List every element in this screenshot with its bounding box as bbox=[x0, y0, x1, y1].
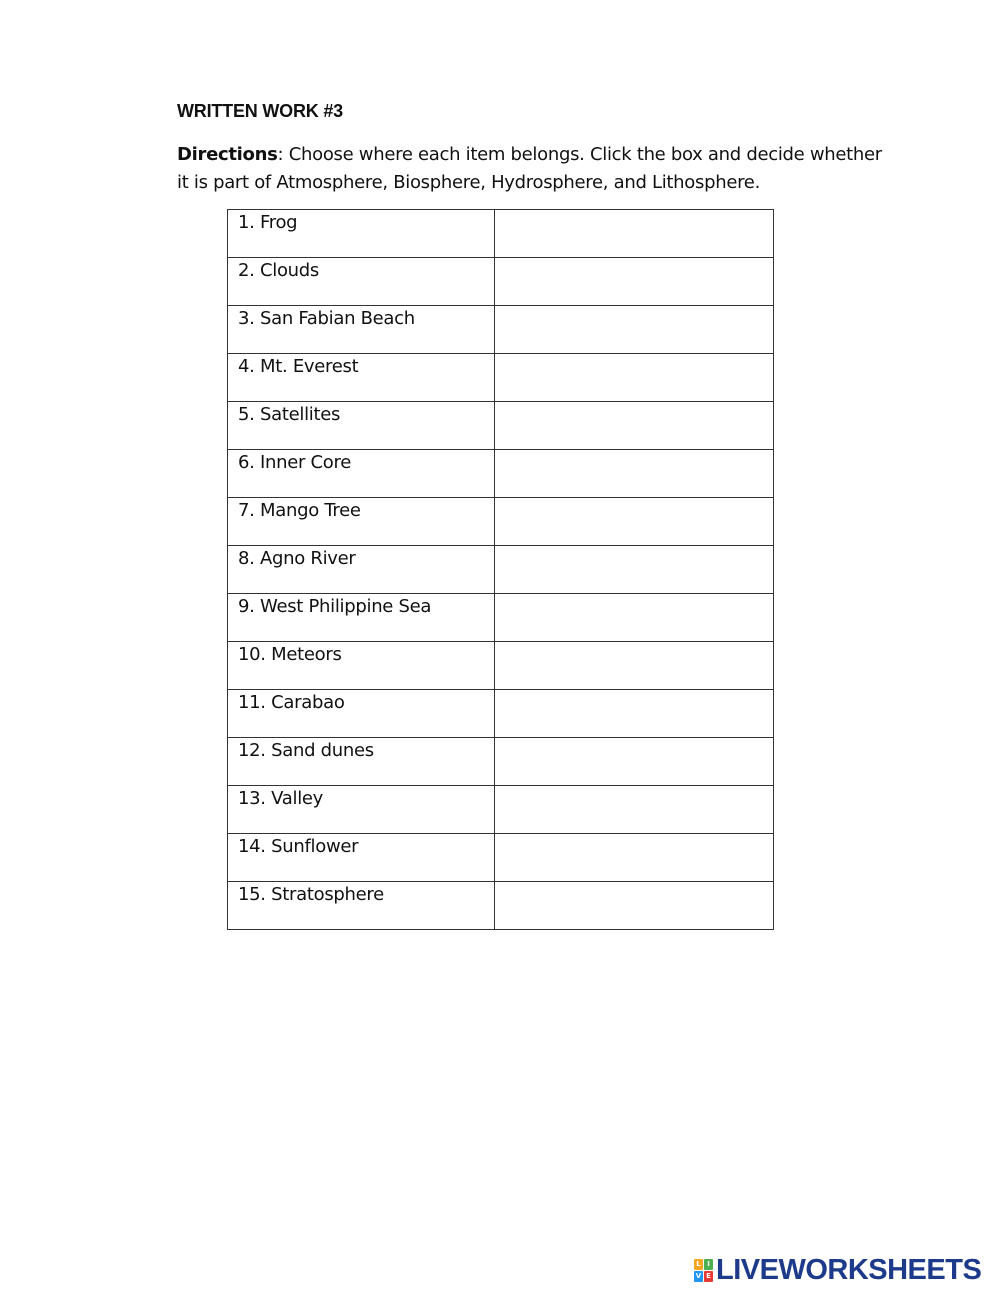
answer-box[interactable] bbox=[495, 498, 774, 546]
item-label: 4. Mt. Everest bbox=[228, 354, 495, 402]
item-label: 3. San Fabian Beach bbox=[228, 306, 495, 354]
answer-box[interactable] bbox=[495, 354, 774, 402]
table-row bbox=[228, 834, 774, 882]
table-row bbox=[228, 450, 774, 498]
answer-box[interactable] bbox=[495, 594, 774, 642]
item-label: 2. Clouds bbox=[228, 258, 495, 306]
item-label: 12. Sand dunes bbox=[228, 738, 495, 786]
table-row bbox=[228, 306, 774, 354]
answer-box[interactable] bbox=[495, 258, 774, 306]
table-row bbox=[228, 498, 774, 546]
item-label: 7. Mango Tree bbox=[228, 498, 495, 546]
table-row bbox=[228, 882, 774, 930]
logo-icon-letter: I bbox=[704, 1259, 713, 1270]
directions-lead: Directions bbox=[177, 144, 278, 165]
item-label: 11. Carabao bbox=[228, 690, 495, 738]
worksheet-title: WRITTEN WORK #3 bbox=[177, 101, 343, 121]
answer-box[interactable] bbox=[495, 786, 774, 834]
table-row bbox=[228, 402, 774, 450]
directions-text: : Choose where each item belongs. Click the box and decide whether it is part of Atmosphere, Biosphere, Hydrosphere, and Lithosphere. bbox=[177, 144, 882, 193]
answer-box[interactable] bbox=[495, 882, 774, 930]
logo-text: LIVEWORKSHEETS bbox=[716, 1253, 982, 1286]
table-row bbox=[228, 354, 774, 402]
table-row bbox=[228, 546, 774, 594]
logo-icon-letter: V bbox=[695, 1271, 702, 1280]
answer-table bbox=[227, 209, 774, 930]
item-label: 1. Frog bbox=[228, 210, 495, 258]
table-row bbox=[228, 738, 774, 786]
item-label: 9. West Philippine Sea bbox=[228, 594, 495, 642]
item-label: 6. Inner Core bbox=[228, 450, 495, 498]
item-label: 10. Meteors bbox=[228, 642, 495, 690]
item-label: 14. Sunflower bbox=[228, 834, 495, 882]
answer-box[interactable] bbox=[495, 642, 774, 690]
table-row bbox=[228, 642, 774, 690]
item-label: 5. Satellites bbox=[228, 402, 495, 450]
answer-box[interactable] bbox=[495, 450, 774, 498]
table-row bbox=[228, 594, 774, 642]
item-label: 13. Valley bbox=[228, 786, 495, 834]
item-label: 15. Stratosphere bbox=[228, 882, 495, 930]
item-label: 8. Agno River bbox=[228, 546, 495, 594]
answer-box[interactable] bbox=[495, 834, 774, 882]
logo-icon-letter: E bbox=[704, 1271, 713, 1282]
table-row bbox=[228, 690, 774, 738]
liveworksheets-logo-icon bbox=[694, 1259, 713, 1282]
answer-box[interactable] bbox=[495, 402, 774, 450]
answer-box[interactable] bbox=[495, 546, 774, 594]
logo-icon-letter: L bbox=[694, 1259, 703, 1270]
table-row bbox=[228, 786, 774, 834]
answer-box[interactable] bbox=[495, 306, 774, 354]
answer-box[interactable] bbox=[495, 738, 774, 786]
table-row bbox=[228, 258, 774, 306]
answer-box[interactable] bbox=[495, 210, 774, 258]
table-row bbox=[228, 210, 774, 258]
directions-paragraph bbox=[177, 141, 897, 197]
answer-box[interactable] bbox=[495, 690, 774, 738]
liveworksheets-logo bbox=[694, 1254, 981, 1286]
